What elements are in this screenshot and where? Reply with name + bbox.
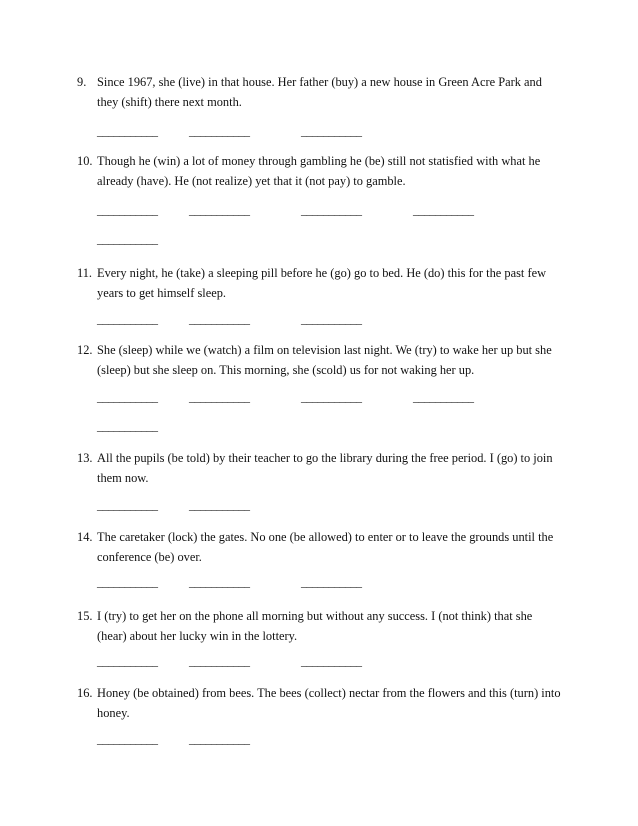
answer-row <box>97 232 517 244</box>
answer-blank[interactable]: ___________ <box>97 232 158 246</box>
answer-blank[interactable]: ___________ <box>97 390 158 404</box>
answer-blank[interactable]: ___________ <box>189 654 250 668</box>
question-11 <box>77 263 563 303</box>
answer-blank[interactable]: ___________ <box>97 498 158 512</box>
answer-row <box>97 654 517 666</box>
question-number: 13. <box>77 451 93 465</box>
answer-blank[interactable]: ___________ <box>97 312 158 326</box>
answer-blank[interactable]: ___________ <box>189 124 250 138</box>
question-14 <box>77 527 563 567</box>
question-text: She (sleep) while we (watch) a film on television last night. We (try) to wake her up but she (sleep) but she sleep on. This morning, she (scold) us for not waking her up. <box>97 343 552 377</box>
answer-blank[interactable]: ___________ <box>301 654 362 668</box>
question-15 <box>77 606 563 646</box>
answer-row <box>97 203 517 215</box>
answer-blank[interactable]: ___________ <box>301 575 362 589</box>
answer-row <box>97 732 517 744</box>
question-9 <box>77 72 563 112</box>
answer-blank[interactable]: ___________ <box>189 575 250 589</box>
answer-blank[interactable]: ___________ <box>301 312 362 326</box>
answer-row <box>97 575 517 587</box>
question-number: 14. <box>77 530 93 544</box>
question-text: The caretaker (lock) the gates. No one (be allowed) to enter or to leave the grounds until the conference (be) over. <box>97 530 554 564</box>
answer-blank[interactable]: ___________ <box>97 654 158 668</box>
answer-blank[interactable]: ___________ <box>97 732 158 746</box>
question-10 <box>77 151 563 191</box>
question-13 <box>77 448 563 488</box>
answer-blank[interactable]: ___________ <box>189 390 250 404</box>
question-number: 15. <box>77 609 93 623</box>
question-number: 16. <box>77 686 93 700</box>
answer-blank[interactable]: ___________ <box>301 124 362 138</box>
question-12 <box>77 340 563 380</box>
question-number: 10. <box>77 154 93 168</box>
answer-row <box>97 498 517 510</box>
answer-row <box>97 390 517 402</box>
answer-blank[interactable]: ___________ <box>189 312 250 326</box>
answer-blank[interactable]: ___________ <box>189 498 250 512</box>
answer-row <box>97 419 517 431</box>
answer-blank[interactable]: ___________ <box>97 575 158 589</box>
answer-blank[interactable]: ___________ <box>97 419 158 433</box>
answer-blank[interactable]: ___________ <box>189 732 250 746</box>
answer-blank[interactable]: ___________ <box>413 203 474 217</box>
question-16 <box>77 683 563 723</box>
question-text: Every night, he (take) a sleeping pill before he (go) go to bed. He (do) this for the past few years to get himself sleep. <box>97 266 547 300</box>
answer-row <box>97 124 517 136</box>
question-number: 12. <box>77 343 93 357</box>
question-number: 9. <box>77 75 87 89</box>
question-text: Since 1967, she (live) in that house. Her father (buy) a new house in Green Acre Park and they (shift) there next month. <box>97 75 542 109</box>
question-number: 11. <box>77 266 93 280</box>
answer-blank[interactable]: ___________ <box>301 390 362 404</box>
answer-blank[interactable]: ___________ <box>301 203 362 217</box>
answer-row <box>97 312 517 324</box>
question-text: Honey (be obtained) from bees. The bees (collect) nectar from the flowers and this (turn) into honey. <box>97 686 561 720</box>
question-text: Though he (win) a lot of money through gambling he (be) still not statisfied with what he already (have). He (not realize) yet that it (not pay) to gamble. <box>97 154 541 188</box>
answer-blank[interactable]: ___________ <box>97 203 158 217</box>
question-text: All the pupils (be told) by their teacher to go the library during the free period. I (go) to join them now. <box>97 451 553 485</box>
answer-blank[interactable]: ___________ <box>97 124 158 138</box>
answer-blank[interactable]: ___________ <box>189 203 250 217</box>
question-text: I (try) to get her on the phone all morning but without any success. I (not think) that she (hear) about her lucky win in the lottery. <box>97 609 533 643</box>
answer-blank[interactable]: ___________ <box>413 390 474 404</box>
